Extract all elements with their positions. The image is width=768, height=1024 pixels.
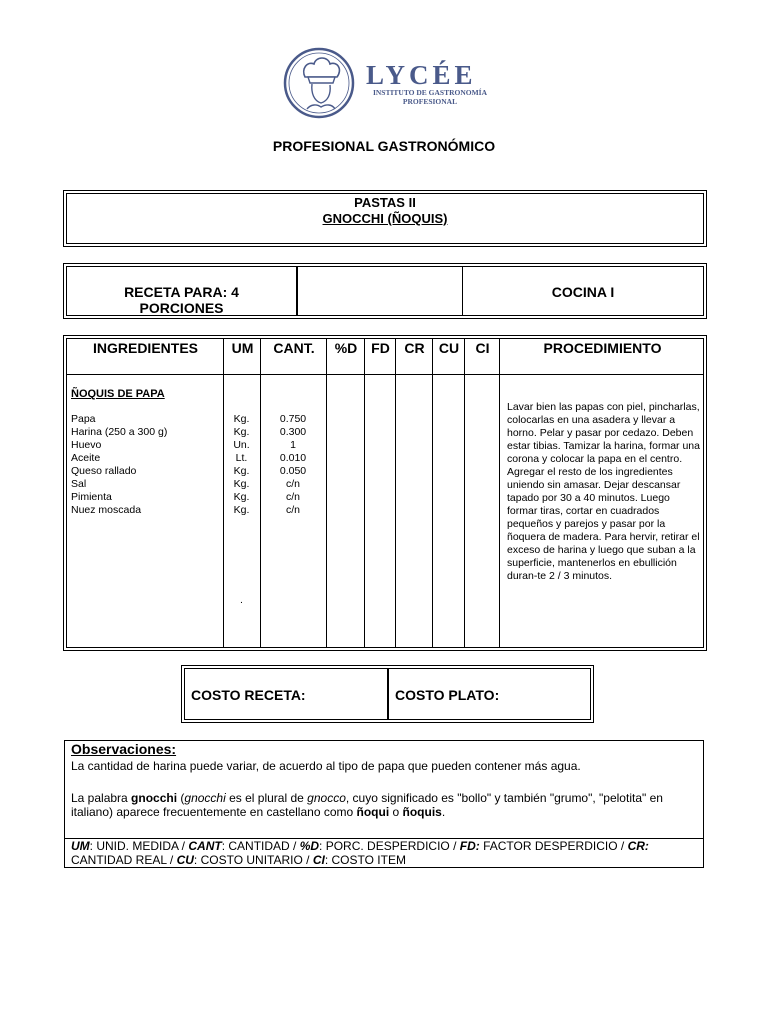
ingredient-um: Kg. (233, 413, 250, 425)
obs-text-italic: gnocco (307, 791, 346, 805)
obs-text-part: o (389, 805, 403, 819)
ingredient-names (71, 413, 221, 517)
legend-abbr: CR: (627, 839, 649, 853)
header-pd: %D (334, 340, 358, 356)
cost-box (184, 668, 591, 720)
legend-text: CANTIDAD REAL / (71, 853, 177, 867)
ingredient-cant: 1 (290, 439, 296, 451)
ingredient-cant: 0.050 (279, 465, 307, 477)
col-cu (433, 339, 465, 647)
col-pd (327, 339, 365, 647)
obs-text-italic: gnocchi (184, 791, 226, 805)
receta-para-row (66, 266, 704, 316)
ingredient-units (223, 413, 260, 517)
col-cr (396, 339, 433, 647)
observaciones-p1: La cantidad de harina puede variar, de acuerdo al tipo de papa que pueden contener más agua. (71, 759, 581, 773)
receta-para-cell (67, 267, 297, 315)
legend-abbr: CU (176, 853, 194, 867)
ingredient-um: Kg. (233, 465, 250, 477)
ingredient-um: Kg. (233, 426, 250, 438)
page-title: PROFESIONAL GASTRONÓMICO (272, 138, 496, 154)
legend-text: : COSTO ITEM (324, 853, 406, 867)
ingredient-um: Kg. (233, 491, 250, 503)
cost-plato-label: COSTO PLATO: (395, 687, 500, 703)
legend-text: : COSTO UNITARIO / (193, 853, 313, 867)
col-ci (465, 339, 500, 647)
cost-receta-label: COSTO RECETA: (191, 687, 306, 703)
obs-text-part: es el plural de (225, 791, 308, 805)
header-cant: CANT. (273, 340, 315, 356)
obs-text-bold: ñoqui (356, 805, 390, 819)
ingredient-name: Pimienta (71, 491, 112, 503)
header-ingredientes: INGREDIENTES (92, 340, 198, 356)
receta-para-line2: PORCIONES (139, 300, 224, 316)
legend-abbr: CI (312, 853, 325, 867)
cost-receta-cell (185, 669, 388, 719)
legend-abbr: %D (299, 839, 320, 853)
chef-hat-icon (283, 47, 363, 119)
ingredient-cant: 0.300 (279, 426, 307, 438)
ingredient-cant: 0.010 (279, 452, 307, 464)
ingredient-cant: 0.750 (279, 413, 307, 425)
obs-text-bold: gnocchi (131, 791, 178, 805)
obs-text-part: , cuyo significado es "bollo" y también "grumo", "pelotita" en italiano) aparece frecuentemente en castellano como (71, 791, 663, 819)
legend-text: : PORC. DESPERDICIO / (319, 839, 460, 853)
ingredient-quantities (260, 413, 326, 517)
legend-abbr: FD: (459, 839, 480, 853)
ingredient-name: Sal (71, 478, 87, 490)
cocina-label: COCINA I (551, 284, 615, 300)
logo-subtitle (366, 88, 494, 106)
observaciones-title: Observaciones: (71, 741, 177, 757)
um-dot: . (240, 594, 243, 606)
legend-text: : CANTIDAD / (221, 839, 300, 853)
legend-abbr: UM (71, 839, 90, 853)
receta-middle-cell (297, 267, 463, 315)
section-heading: ÑOQUIS DE PAPA (71, 388, 165, 400)
obs-text-part: . (441, 805, 446, 819)
ingredient-name: Nuez moscada (71, 504, 142, 516)
ingredient-name: Aceite (71, 452, 101, 464)
ingredient-um: Kg. (233, 504, 250, 516)
ingredient-cant: c/n (285, 478, 300, 490)
header-cr: CR (404, 340, 425, 356)
header-um: UM (231, 340, 254, 356)
ingredient-um: Kg. (233, 478, 250, 490)
ingredient-um: Lt. (235, 452, 248, 464)
observaciones-p2 (71, 791, 699, 819)
col-fd (365, 339, 396, 647)
legend-text: FACTOR DESPERDICIO / (479, 839, 628, 853)
recipe-title-line2: GNOCCHI (ÑOQUIS) (322, 211, 448, 226)
recipe-title-box (66, 193, 704, 244)
header-fd: FD (371, 340, 390, 356)
abbreviations-legend (71, 839, 699, 867)
recipe-title-line1: PASTAS II (354, 195, 416, 210)
legend-abbr: CANT (188, 839, 222, 853)
ingredient-name: Papa (71, 413, 96, 425)
ingredient-name: Queso rallado (71, 465, 137, 477)
logo-name: LYCÉE (366, 60, 477, 90)
ingredient-name: Huevo (71, 439, 102, 451)
ingredient-um: Un. (233, 439, 250, 451)
obs-text-bold: ñoquis (402, 805, 442, 819)
ingredient-name: Harina (250 a 300 g) (71, 426, 168, 438)
procedure-text: Lavar bien las papas con piel, pincharlas, colocarlas en una asadera y llevar a horno. Pelar y pasar por cedazo. Deben estar tibias. Tamizar la harina, formar una corona y colocar la papa en el centro. Agregar el resto de los ingredientes uniendo sin amasar. Dejar descansar tapado por 30 a 40 minutos. Luego formar tiras, cortar en cuadrados pequeños y parejos y pasar por la ñoquera de madera. Para hervir, retirar el exceso de harina y luego que suban a la superficie, mantenerlos en ebullición duran-te 2 / 3 minutos. (507, 401, 700, 582)
header-cu: CU (438, 340, 460, 356)
logo-line2: PROFESIONAL (402, 97, 458, 106)
ingredient-cant: c/n (285, 504, 300, 516)
legend-text: : UNID. MEDIDA / (89, 839, 189, 853)
obs-text-part: ( (177, 791, 185, 805)
cost-plato-cell (388, 669, 590, 719)
header-procedimiento: PROCEDIMIENTO (543, 340, 662, 356)
obs-text-part: La palabra (71, 791, 132, 805)
receta-para-line1: RECETA PARA: 4 (124, 284, 239, 300)
cocina-cell (463, 267, 703, 315)
logo-line1: INSTITUTO DE GASTRONOMÍA (372, 88, 488, 97)
ingredient-cant: c/n (285, 491, 300, 503)
header-ci: CI (475, 340, 490, 356)
